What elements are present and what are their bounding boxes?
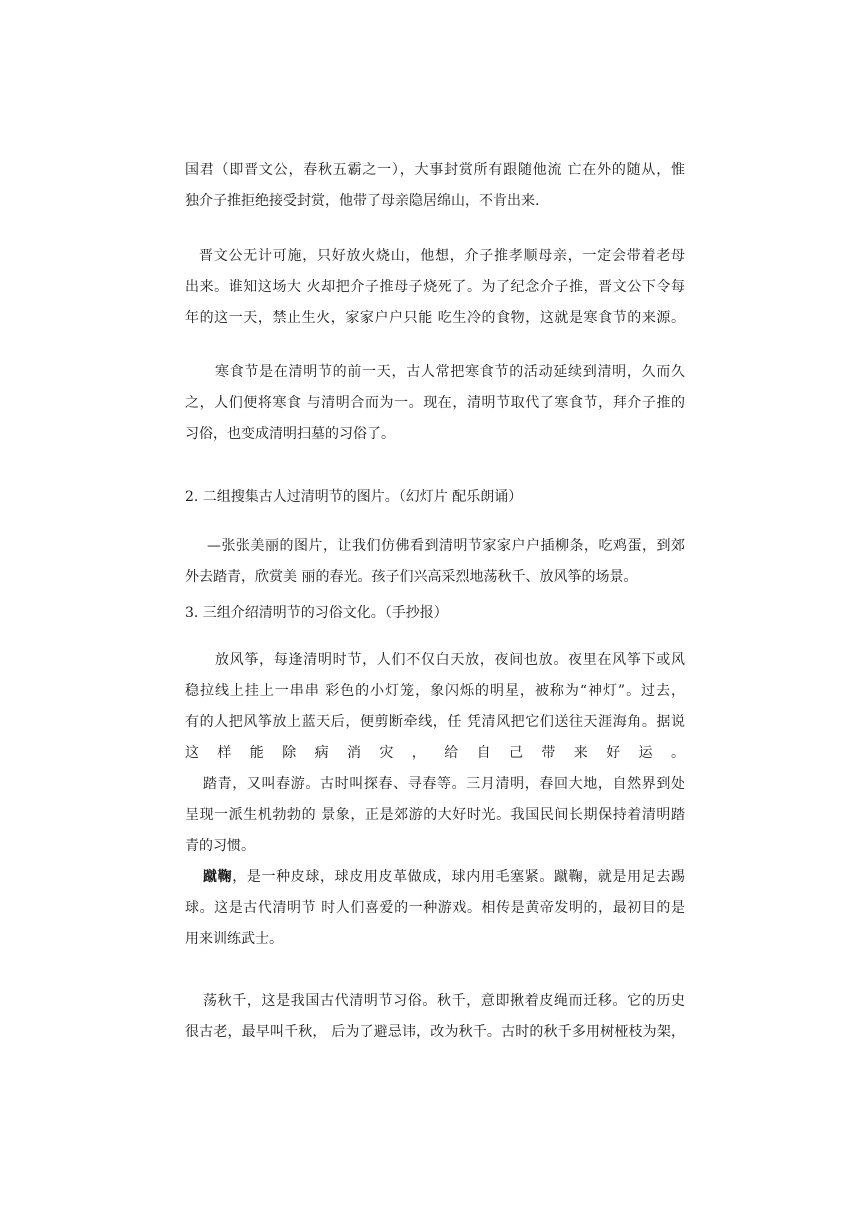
text-line: 国君（即晋文公，春秋五霸之一），大事封赏所有跟随他流 亡在外的随从，惟 [185, 162, 685, 178]
text-line: 寒食节是在清明节的前一天，古人常把寒食节的活动延续到清明，久而久 [215, 364, 685, 380]
text-line: 这样能除病消灾，给自己带来好运。 [185, 745, 685, 761]
text-line: 荡秋千，这是我国古代清明节习俗。秋千，意即揪着皮绳而迁移。它的历史 [203, 993, 685, 1009]
text-line: 出来。谁知这场大 火却把介子推母子烧死了。为了纪念介子推，晋文公下令每 [185, 279, 685, 295]
paragraph-taqing [185, 769, 685, 862]
paragraph-swing [185, 986, 685, 1048]
text-line: 独介子推拒绝接受封赏，他带了母亲隐居绵山，不肯出来. [185, 193, 540, 209]
paragraph-jinwengong [185, 155, 685, 217]
heading-line: 2. 二组搜集古人过清明节的图片。（幻灯片 配乐朗诵） [185, 489, 523, 505]
paragraph-hanshi-origin [185, 241, 685, 334]
text-line: 呈现一派生机勃勃的 景象，正是郊游的大好时光。我国民间长期保持着清明踏 [185, 807, 685, 823]
text-line: 外去踏青，欣赏美 丽的春光。孩子们兴高采烈地荡秋千、放风筝的场景。 [185, 569, 638, 585]
paragraph-pictures [185, 531, 685, 593]
paragraph-hanshi-qingming [185, 357, 685, 450]
text-line: 用来训练武士。 [185, 931, 283, 947]
text-line: 习俗，也变成清明扫墓的习俗了。 [185, 426, 395, 442]
text-line: 有的人把风筝放上蓝天后，便剪断牵线，任 凭清风把它们送往天涯海角。据说 [185, 714, 685, 730]
heading-line: 3. 三组介绍清明节的习俗文化。（手抄报） [185, 605, 448, 621]
heading-item-2 [185, 482, 685, 513]
text-line: 稳拉线上挂上一串串 彩色的小灯笼，象闪烁的明星，被称为“神灯”。过去， [185, 683, 685, 699]
text-line: 放风筝，每逢清明时节，人们不仅白天放，夜间也放。夜里在风筝下或风 [215, 652, 685, 668]
text-line: —张张美丽的图片，让我们仿佛看到清明节家家户户插柳条，吃鸡蛋，到郊 [207, 538, 685, 554]
text-line: 晋文公无计可施，只好放火烧山，他想，介子推孝顺母亲，一定会带着老母 [199, 248, 685, 264]
paragraph-cuju [185, 862, 685, 955]
text-line: 很古老，最早叫千秋， 后为了避忌讳，改为秋千。古时的秋千多用树桠枝为架， [185, 1024, 685, 1040]
text-line: 之，人们便将寒食 与清明合而为一。现在，清明节取代了寒食节，拜介子推的 [185, 395, 685, 411]
text-line: 青的习惯。 [185, 838, 255, 854]
text-line [185, 862, 685, 893]
text-line: 球。这是古代清明节 时人们喜爱的一种游戏。相传是黄帝发明的，最初目的是 [185, 900, 685, 916]
text-line: 年的这一天，禁止生火，家家户户只能 吃生冷的食物，这就是寒食节的来源。 [185, 310, 685, 326]
text-line: 踏青，又叫春游。古时叫探春、寻春等。三月清明，春回大地，自然界到处 [203, 776, 685, 792]
text-run: ，是一种皮球，球皮用皮革做成，球内用毛塞紧。蹴鞠，就是用足去踢 [232, 869, 685, 885]
term-cuju: 蹴鞠 [203, 869, 233, 885]
heading-item-3 [185, 598, 685, 629]
